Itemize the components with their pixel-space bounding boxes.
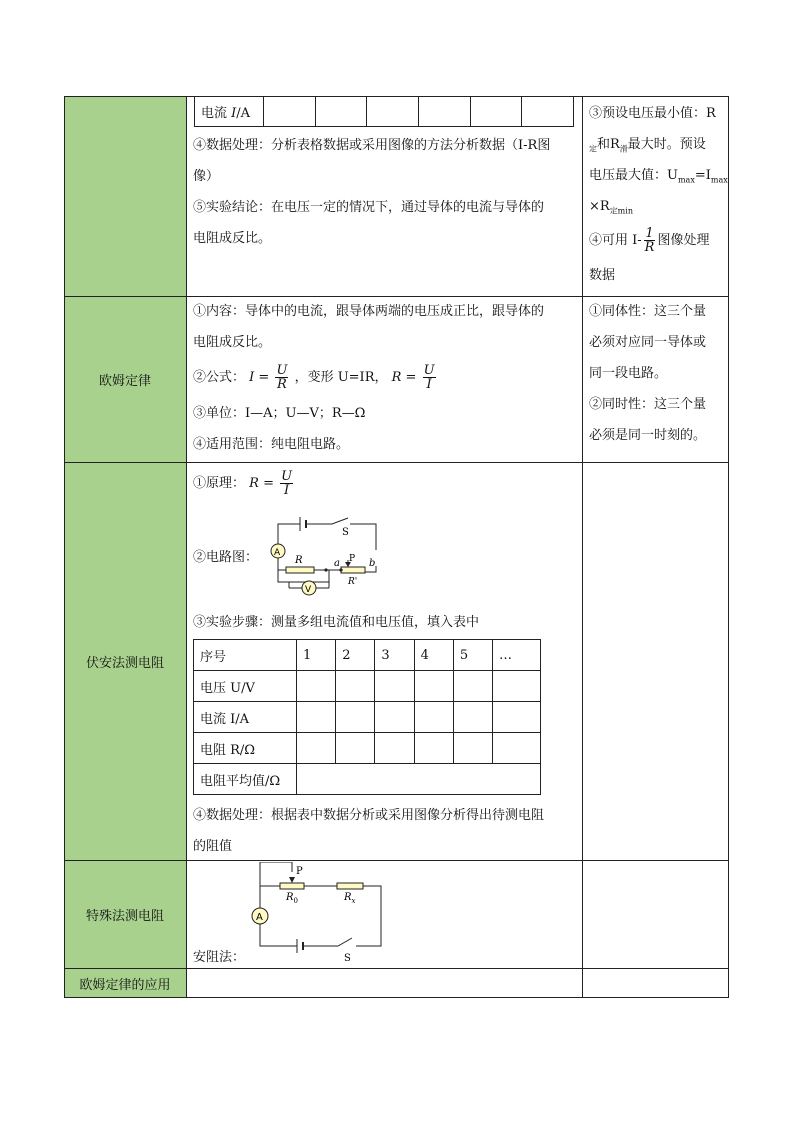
measurement-table — [193, 639, 541, 795]
table-row — [194, 764, 541, 795]
resistor-rx-icon — [337, 883, 363, 889]
note-line: 数据 — [589, 268, 616, 283]
note-line: =I — [694, 168, 711, 183]
content-line: ①内容：导体中的电流，跟导体两端的电压成正比，跟导体的 — [193, 304, 545, 319]
note-line: ②同时性：这三个量 — [589, 397, 707, 412]
note-line: 图像处理 — [657, 233, 710, 248]
content-line: 的阻值 — [193, 839, 233, 854]
row-label-special-method: 特殊法测电阻 — [85, 908, 164, 924]
note-line: 电压最大值：U — [589, 168, 678, 183]
fraction: $\frac{U}{R}$ — [276, 363, 288, 392]
row1-line: ④数据处理：分析表格数据或采用图像的方法分析数据（I-R图 — [193, 138, 551, 153]
note-sub: 定 — [589, 144, 597, 154]
note-line: 和R — [597, 137, 620, 152]
row2-text — [193, 296, 579, 460]
note-line: ×R — [589, 199, 610, 214]
note-line: 最大时。预设 — [627, 137, 706, 152]
note-line: 必须是同一时刻的。 — [589, 428, 707, 443]
content-line: ③单位：I—A；U—V；R—Ω — [193, 406, 366, 421]
r0-label: $R_0$ — [286, 892, 298, 905]
note-line: ④可用 I- — [589, 233, 642, 248]
table-header-cell: 5 — [453, 640, 492, 671]
table-row — [194, 671, 541, 702]
table-row-label: 电压 U/V — [194, 671, 297, 702]
rx-label: $R_x$ — [344, 892, 356, 905]
summary-table — [64, 96, 729, 998]
note-line: 必须对应同一导体或 — [589, 335, 707, 350]
table-header-cell: 1 — [297, 640, 336, 671]
slider-p-label: P — [349, 554, 356, 564]
note-sub: max — [677, 175, 695, 185]
voltmeter-label: V — [305, 585, 312, 595]
circuit-label: ②电路图： — [193, 550, 259, 565]
resistor-r-icon — [286, 567, 314, 573]
row1-notes — [589, 98, 728, 291]
terminal-b-label: b — [369, 558, 376, 569]
row1-text — [193, 130, 579, 254]
content-line: ④数据处理：根据表中数据分析或采用图像分析得出待测电阻 — [193, 808, 545, 823]
ammeter-label: A — [274, 548, 281, 558]
voltammetry-circuit-diagram — [254, 510, 394, 600]
current-label-cell: 电流 I/A — [195, 96, 264, 127]
rheostat-icon — [341, 567, 365, 573]
step4-text — [193, 800, 579, 862]
formula-lhs: R = — [391, 370, 417, 385]
note-line: ③预设电压最小值：R — [589, 106, 716, 121]
switch-label: S — [344, 953, 351, 964]
table-row-label: 电流 I/A — [194, 702, 297, 733]
note-sub: max — [710, 175, 728, 185]
row2-notes — [589, 296, 725, 451]
fraction: $\frac{1}{R}$ — [644, 226, 655, 255]
table-header-cell: … — [493, 640, 541, 671]
principle-prefix: ①原理： — [193, 476, 246, 491]
content-line: ④适用范围：纯电阻电路。 — [193, 437, 350, 452]
table-header-cell: 3 — [375, 640, 414, 671]
fraction: $\frac{U}{I}$ — [281, 469, 293, 498]
row1-line: 像） — [193, 169, 220, 184]
current-table-partial — [194, 96, 574, 127]
formula-prefix: ②公式： — [193, 370, 246, 385]
slider-p-label: P — [296, 866, 303, 877]
terminal-a-label: a — [334, 558, 340, 569]
step3-text: ③实验步骤：测量多组电流值和电压值，填入表中 — [193, 615, 480, 630]
row1-line: ⑤实验结论：在电压一定的情况下，通过导体的电流与导体的 — [193, 200, 545, 215]
note-line: ①同体性：这三个量 — [589, 304, 707, 319]
table-row-label: 电阻 R/Ω — [194, 733, 297, 764]
row-label-application: 欧姆定律的应用 — [79, 977, 171, 993]
table-header-cell: 2 — [336, 640, 375, 671]
note-sub: 定min — [609, 206, 633, 216]
resistor-label: R — [295, 555, 303, 566]
note-sub: 滑 — [619, 144, 628, 154]
table-header-cell: 序号 — [194, 640, 297, 671]
switch-label: S — [342, 527, 349, 538]
table-row — [194, 640, 541, 671]
formula-lhs: I = — [249, 370, 270, 385]
rheostat-label: R' — [348, 577, 358, 587]
row1-line: 电阻成反比。 — [193, 231, 272, 246]
fraction: $\frac{U}{I}$ — [423, 363, 435, 392]
table-row-label: 电阻平均值/Ω — [194, 764, 297, 795]
table-row — [194, 733, 541, 764]
slider-arrow — [289, 877, 295, 883]
method-label: 安阻法： — [193, 950, 246, 965]
formula-mid: ，变形 U=IR， — [294, 370, 388, 385]
row-label-ohms-law: 欧姆定律 — [98, 373, 151, 389]
table-header-cell: 4 — [414, 640, 453, 671]
principle-line — [193, 464, 295, 504]
ammeter-label: A — [256, 912, 263, 923]
ammeter-resistor-circuit-diagram — [240, 862, 390, 968]
note-line: 同一段电路。 — [589, 366, 668, 381]
content-line: 电阻成反比。 — [193, 335, 272, 350]
rheostat-r0-icon — [280, 883, 304, 889]
row-label-voltammetry: 伏安法测电阻 — [85, 655, 164, 671]
table-row — [194, 702, 541, 733]
formula-lhs: R = — [249, 476, 274, 491]
